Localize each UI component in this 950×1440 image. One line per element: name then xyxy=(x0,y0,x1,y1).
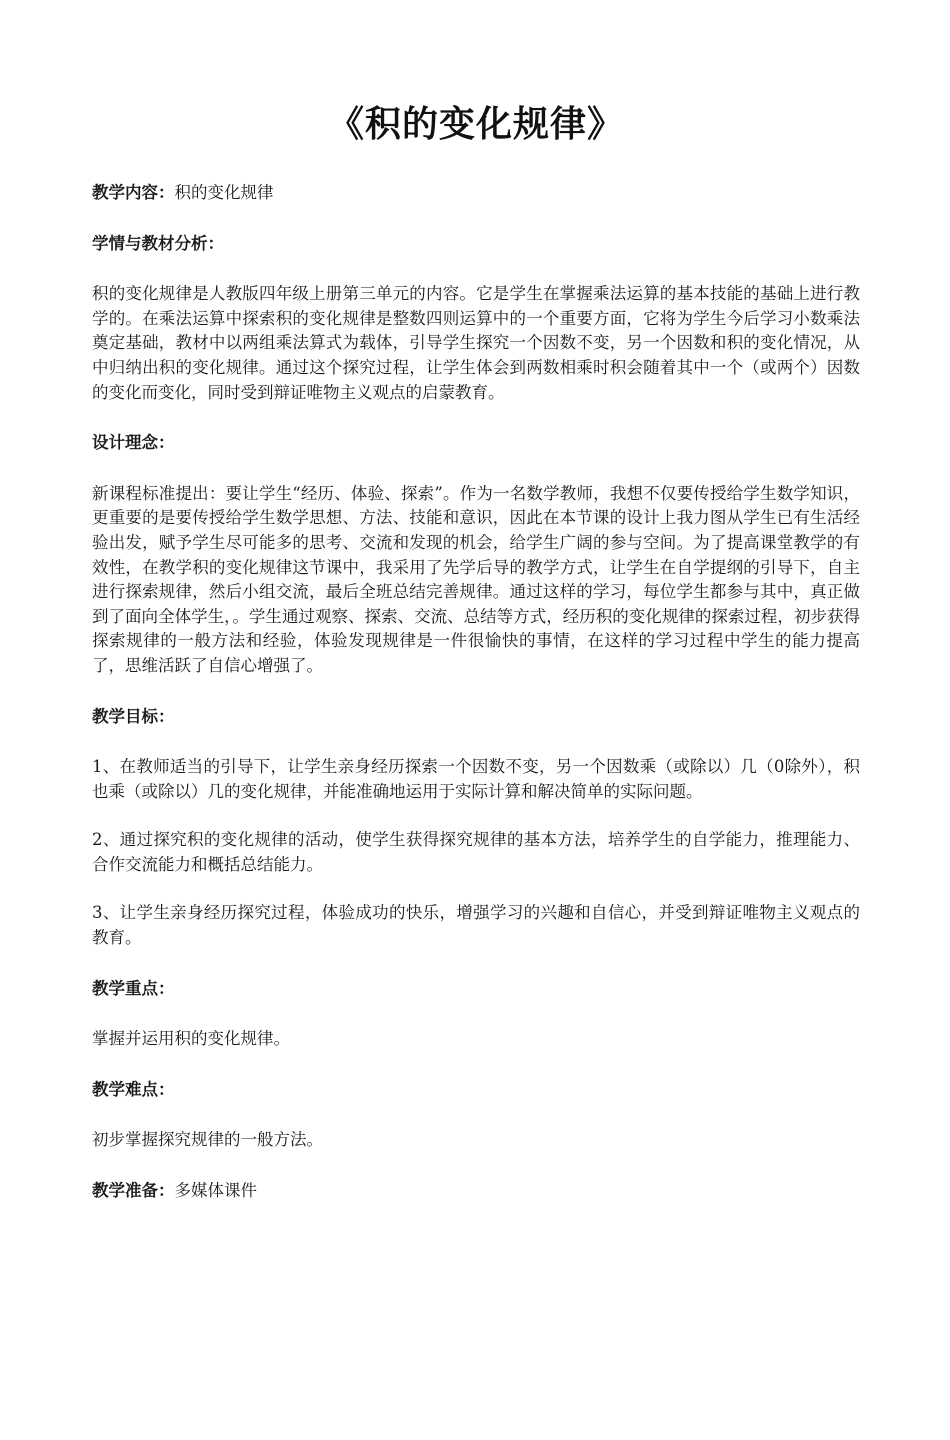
document-title: 《积的变化规律》 xyxy=(327,104,624,145)
key-paragraph: 掌握并运用积的变化规律。 xyxy=(92,1029,290,1049)
analysis-paragraph: 积的变化规律是人教版四年级上册第三单元的内容。它是学生在掌握乘法运算的基本技能的基础上进行教学的。在乘法运算中探索积的变化规律是整数四则运算中的一个重要方面，它将为学生今后学习小数乘法奠定基础，教材中以两组乘法算式为载体，引导学生探究一个因数不变，另一个因数和积的变化情况，从中归纳出积的变化规律。通过这个探究过程，让学生体会到两数相乘时积会随着其中一个（或两个）因数的变化而变化，同时受到辩证唯物主义观点的启蒙教育。 xyxy=(92,284,860,402)
concept-heading: 设计理念： xyxy=(92,433,175,453)
content-value: 积的变化规律 xyxy=(174,183,274,202)
goal-item-3: 3、让学生亲身经历探究过程，体验成功的快乐，增强学习的兴趣和自信心，并受到辩证唯物主义观点的教育。 xyxy=(92,903,860,948)
concept-paragraph: 新课程标准提出：要让学生“经历、体验、探索”。作为一名数学教师，我想不仅要传授给学生数学知识，更重要的是要传授给学生数学思想、方法、技能和意识，因此在本节课的设计上我力图从学生已有生活经验出发，赋予学生尽可能多的思考、交流和发现的机会，给学生广阔的参与空间。为了提高课堂教学的有效性，在教学积的变化规律这节课中，我采用了先学后导的教学方式，让学生在自学提纲的引导下，自主进行探索规律，然后小组交流，最后全班总结完善规律。通过这样的学习，每位学生都参与其中，真正做到了面向全体学生，。学生通过观察、探索、交流、总结等方式，经历积的变化规律的探索过程，初步获得探索规律的一般方法和经验，体验发现规律是一件很愉快的事情，在这样的学习过程中学生的能力提高了，思维活跃了自信心增强了。 xyxy=(92,483,860,675)
goals-heading: 教学目标： xyxy=(92,706,175,726)
difficulty-paragraph: 初步掌握探究规律的一般方法。 xyxy=(92,1130,323,1150)
content-label: 教学内容： xyxy=(92,183,175,202)
analysis-heading: 学情与教材分析： xyxy=(92,233,224,253)
prep-value: 多媒体课件 xyxy=(174,1181,257,1201)
prep-line xyxy=(92,1179,860,1204)
goal-item-1: 1、在教师适当的引导下，让学生亲身经历探索一个因数不变，另一个因数乘（或除以）几（0除外），积也乘（或除以）几的变化规律，并能准确地运用于实际计算和解决简单的实际问题。 xyxy=(92,757,860,801)
document-page xyxy=(0,96,950,1440)
goal-item-2: 2、通过探究积的变化规律的活动，使学生获得探究规律的基本方法，培养学生的自学能力，推理能力、合作交流能力和概括总结能力。 xyxy=(92,830,860,874)
prep-label: 教学准备： xyxy=(92,1181,175,1201)
content-line xyxy=(92,181,860,206)
difficulty-heading: 教学难点： xyxy=(92,1079,175,1099)
key-heading: 教学重点： xyxy=(92,978,175,998)
